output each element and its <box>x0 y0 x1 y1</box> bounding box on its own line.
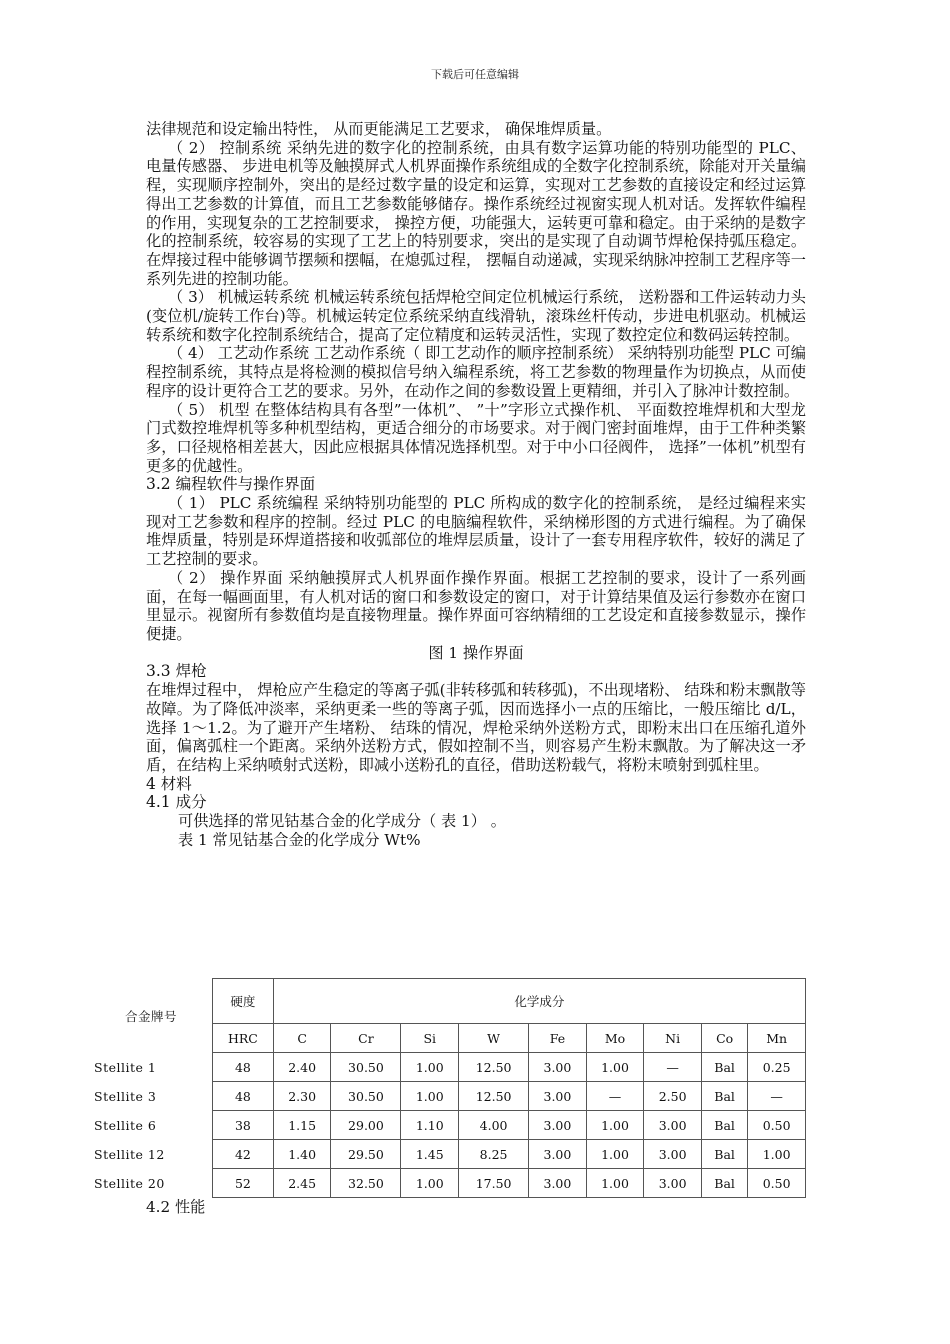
unit-cell: Si <box>401 1024 459 1053</box>
table-cell: — <box>644 1053 702 1082</box>
paragraph: 法律规范和设定输出特性， 从而更能满足工艺要求， 确保堆焊质量。 <box>146 120 612 138</box>
table-row <box>90 1169 806 1198</box>
unit-cell: Mo <box>586 1024 644 1053</box>
unit-cell: Cr <box>331 1024 401 1053</box>
table-cell: Bal <box>701 1053 747 1082</box>
table-cell: 42 <box>213 1140 274 1169</box>
document-body <box>146 120 806 849</box>
section-heading-4-2: 4.2 性能 <box>146 1198 206 1216</box>
table-cell: 3.00 <box>644 1111 702 1140</box>
table-cell: 52 <box>213 1169 274 1198</box>
header-alloy-grade <box>90 979 213 1053</box>
page-header: 下载后可任意编辑 <box>431 68 519 81</box>
table-cell: 2.45 <box>273 1169 331 1198</box>
unit-cell: Ni <box>644 1024 702 1053</box>
table-cell: Bal <box>701 1140 747 1169</box>
table-cell: 1.00 <box>401 1169 459 1198</box>
table-cell: 3.00 <box>529 1111 587 1140</box>
table-cell: 2.40 <box>273 1053 331 1082</box>
table-cell: 1.00 <box>748 1140 806 1169</box>
section-heading-3-3: 3.3 焊枪 <box>146 662 207 681</box>
alloy-name-cell: Stellite 12 <box>94 1146 165 1162</box>
header-alloy-grade-label: 合金牌号 <box>124 1008 177 1024</box>
paragraph-control-system: （ 2） 控制系统 采纳先进的数字化的控制系统，由具有数字运算功能的特别功能型的 PLC、 电量传感器、 步进电机等及触摸屏式人机界面操作系统组成的全数字化控制系统，除能对开关量编程，实现顺序控制外，突出的是经过数字量的设定和运算，实现对工艺参数的直接设定和经过运算得出工艺参数的计算值，而且工艺参数能够储存。操作系统经过视窗实现人机对话。发挥软件编程的作用，实现复杂的工艺控制要求， 操控方便，功能强大，运转更可靠和稳定。由于采纳的是数字化的控制系统，较容易的实现了工艺上的特别要求，突出的是实现了自动调节焊枪保持弧压稳定。在焊接过程中能够调节摆频和摆幅，在熄弧过程， 摆幅自动递减，实现采纳脉冲控制工艺程序等一系列先进的控制功能。 <box>146 138 806 288</box>
table-cell: 1.00 <box>586 1169 644 1198</box>
table-header-row <box>90 979 806 1024</box>
unit-cell: Mn <box>748 1024 806 1053</box>
table-cell: 1.15 <box>273 1111 331 1140</box>
table-cell: 0.50 <box>748 1169 806 1198</box>
table-row <box>90 1082 806 1111</box>
alloy-name-cell: Stellite 3 <box>94 1088 157 1104</box>
table-cell: 12.50 <box>459 1053 529 1082</box>
table-cell: 1.00 <box>586 1111 644 1140</box>
unit-cell: HRC <box>213 1024 274 1053</box>
section-heading-4: 4 材料 <box>146 774 192 793</box>
table-cell: 48 <box>213 1082 274 1111</box>
alloy-name-cell: Stellite 20 <box>94 1175 165 1191</box>
figure-caption: 图 1 操作界面 <box>428 643 524 662</box>
table-cell: 38 <box>213 1111 274 1140</box>
table-row <box>90 1140 806 1169</box>
paragraph-plc-programming: （ 1） PLC 系统编程 采纳特别功能型的 PLC 所构成的数字化的控制系统， 是经过编程来实现对工艺参数和程序的控制。经过 PLC 的电脑编程软件，采纳梯形图的方式进行编程。为了确保堆焊质量，特别是环焊道搭接和收弧部位的堆焊层质量，设计了一套专用程序软件，较好的满足了工艺控制的要求。 <box>146 494 806 569</box>
table-cell: — <box>748 1082 806 1111</box>
paragraph-operation-interface: （ 2） 操作界面 采纳触摸屏式人机界面作操作界面。根据工艺控制的要求，设计了一系列画面，在每一幅画面里，有人机对话的窗口和参数设定的窗口，对于计算结果值及运行参数亦在窗口里显示。视窗所有参数值均是直接物理量。操作界面可容纳精细的工艺设定和直接参数显示，操作便捷。 <box>146 568 806 643</box>
table-cell: 12.50 <box>459 1082 529 1111</box>
table-cell: 3.00 <box>644 1140 702 1169</box>
alloy-name-cell: Stellite 6 <box>94 1117 157 1133</box>
table-cell: 3.00 <box>529 1169 587 1198</box>
table-cell: 30.50 <box>331 1053 401 1082</box>
table-cell: 1.40 <box>273 1140 331 1169</box>
table-cell: 1.00 <box>401 1082 459 1111</box>
section-heading-4-1: 4.1 成分 <box>146 793 207 812</box>
alloy-composition-table <box>90 978 806 1198</box>
header-hardness: 硬度 <box>213 979 274 1024</box>
table-cell: 48 <box>213 1053 274 1082</box>
table-cell: 8.25 <box>459 1140 529 1169</box>
section-heading-3-2: 3.2 编程软件与操作界面 <box>146 475 316 494</box>
paragraph-process-system: （ 4） 工艺动作系统 工艺动作系统（ 即工艺动作的顺序控制系统） 采纳特别功能型 PLC 可编程控制系统，其特点是将检测的模拟信号纳入编程系统，将工艺参数的物理量作为切换点，从而使程序的设计更符合工艺的要求。另外，在动作之间的参数设置上更精细，并引入了脉冲计数控制。 <box>146 344 806 400</box>
table-cell: 1.00 <box>586 1053 644 1082</box>
table-cell: 3.00 <box>529 1053 587 1082</box>
table-cell: 29.00 <box>331 1111 401 1140</box>
unit-cell: Fe <box>529 1024 587 1053</box>
paragraph-machine-type: （ 5） 机型 在整体结构具有各型”一体机”、 ”十”字形立式操作机、 平面数控堆焊机和大型龙门式数控堆焊机等多种机型结构，更适合细分的市场要求。对于阀门密封面堆焊，由于工件种类繁多，口径规格相差甚大，因此应根据具体情况选择机型。对于中小口径阀件， 选择”一体机”机型有更多的优越性。 <box>146 400 806 475</box>
alloy-name-cell: Stellite 1 <box>94 1059 157 1075</box>
table-cell: 1.45 <box>401 1140 459 1169</box>
unit-cell: C <box>273 1024 331 1053</box>
unit-cell: W <box>459 1024 529 1053</box>
table-cell: 0.25 <box>748 1053 806 1082</box>
table-cell: 4.00 <box>459 1111 529 1140</box>
paragraph-composition-intro: 可供选择的常见钴基合金的化学成分（ 表 1） 。 <box>178 812 506 831</box>
table-cell: 32.50 <box>331 1169 401 1198</box>
paragraph-welding-torch: 在堆焊过程中， 焊枪应产生稳定的等离子弧(非转移弧和转移弧)，不出现堵粉、 结珠和粉末飘散等故障。为了降低冲淡率，采纳更柔一些的等离子弧，因而选择小一点的压缩比，一般压缩比 d/L， 选择 1～1.2。为了避开产生堵粉、 结珠的情况，焊枪采纳外送粉方式，即粉末出口在压缩孔道外面，偏离弧柱一个距离。采纳外送粉方式，假如控制不当，则容易产生粉末飘散。为了解决这一矛盾，在结构上采纳喷射式送粉，即减小送粉孔的直径，借助送粉载气，将粉末喷射到弧柱里。 <box>146 681 806 774</box>
table-cell: Bal <box>701 1169 747 1198</box>
table-cell: 3.00 <box>529 1140 587 1169</box>
table-cell: — <box>586 1082 644 1111</box>
header-chemical-composition: 化学成分 <box>273 979 805 1024</box>
table-cell: 1.10 <box>401 1111 459 1140</box>
table-cell: 2.50 <box>644 1082 702 1111</box>
paragraph-mechanical-system: （ 3） 机械运转系统 机械运转系统包括焊枪空间定位机械运行系统， 送粉器和工件运转动力头(变位机/旋转工作台)等。机械运转定位系统采纳直线滑轨，滚珠丝杆传动，步进电机驱动。机械运转系统和数字化控制系统结合，提高了定位精度和运转灵活性，实现了数控定位和数码运转控制。 <box>146 288 806 344</box>
unit-cell: Co <box>701 1024 747 1053</box>
table-cell: 1.00 <box>586 1140 644 1169</box>
table-cell: 3.00 <box>644 1169 702 1198</box>
table-row <box>90 1053 806 1082</box>
table-cell: 0.50 <box>748 1111 806 1140</box>
table-cell: 2.30 <box>273 1082 331 1111</box>
table-cell: Bal <box>701 1082 747 1111</box>
table-cell: 17.50 <box>459 1169 529 1198</box>
table-cell: 1.00 <box>401 1053 459 1082</box>
table-row <box>90 1111 806 1140</box>
table-caption: 表 1 常见钴基合金的化学成分 Wt% <box>178 830 421 849</box>
table-cell: 29.50 <box>331 1140 401 1169</box>
table-cell: 30.50 <box>331 1082 401 1111</box>
table-cell: Bal <box>701 1111 747 1140</box>
table-cell: 3.00 <box>529 1082 587 1111</box>
